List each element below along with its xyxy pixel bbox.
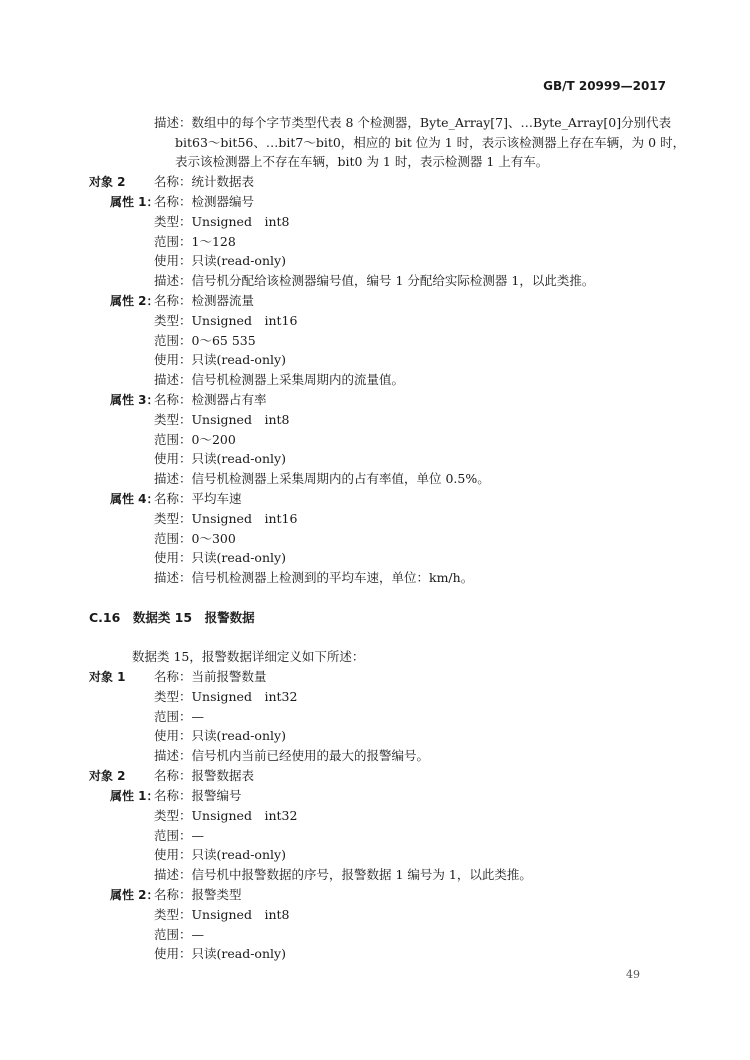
- attr-4-use: 使用：只读(read-only): [154, 550, 286, 565]
- section-heading: C.16 数据类 15 报警数据: [89, 610, 255, 625]
- attr-1-desc: 描述：信号机分配给该检测器编号值，编号 1 分配给实际检测器 1，以此类推。: [154, 273, 595, 288]
- attr-2b-type: 类型：Unsigned int8: [154, 907, 290, 922]
- attr-4-label: 属性 4：: [110, 492, 159, 506]
- attr-2b-use: 使用：只读(read-only): [154, 946, 286, 961]
- attr-1-range: 范围：1～128: [154, 234, 236, 249]
- attr-1-use: 使用：只读(read-only): [154, 253, 286, 268]
- attr-2-range: 范围：0～65 535: [154, 333, 256, 348]
- attr-1b-use: 使用：只读(read-only): [154, 847, 286, 862]
- attr-4-range: 范围：0～300: [154, 531, 236, 546]
- attr-1b-label: 属性 1：: [110, 789, 159, 803]
- attr-1-name: 名称：检测器编号: [154, 194, 255, 209]
- attr-2b-name: 名称：报警类型: [154, 887, 242, 902]
- object-1-use: 使用：只读(read-only): [154, 728, 286, 743]
- attr-2-type: 类型：Unsigned int16: [154, 313, 298, 328]
- attr-1b-range: 范围：—: [154, 828, 205, 843]
- attr-3-label: 属性 3：: [110, 393, 159, 407]
- desc-line-1: 描述：数组中的每个字节类型代表 8 个检测器，Byte_Array[7]、…Byte_Array[0]分别代表: [154, 115, 672, 130]
- object-2b-name: 名称：报警数据表: [154, 768, 255, 783]
- page-header: GB/T 20999—2017: [543, 79, 666, 93]
- attr-3-range: 范围：0～200: [154, 432, 236, 447]
- attr-2b-range: 范围：—: [154, 927, 205, 942]
- attr-2-desc: 描述：信号机检测器上采集周期内的流量值。: [154, 372, 405, 387]
- attr-4-name: 名称：平均车速: [154, 491, 242, 506]
- attr-3-name: 名称：检测器占有率: [154, 392, 267, 407]
- attr-2b-label: 属性 2：: [110, 888, 159, 902]
- object-1-desc: 描述：信号机内当前已经使用的最大的报警编号。: [154, 748, 430, 763]
- object-1-label: 对象 1: [89, 670, 126, 684]
- attr-2-label: 属性 2：: [110, 294, 159, 308]
- attr-2-use: 使用：只读(read-only): [154, 352, 286, 367]
- attr-2-name: 名称：检测器流量: [154, 293, 255, 308]
- attr-1b-type: 类型：Unsigned int32: [154, 808, 298, 823]
- desc-line-3: 表示该检测器上不存在车辆，bit0 为 1 时，表示检测器 1 上有车。: [175, 154, 549, 169]
- attr-3-desc: 描述：信号机检测器上采集周期内的占有率值，单位 0.5%。: [154, 471, 490, 486]
- desc-line-2: bit63～bit56、…bit7～bit0，相应的 bit 位为 1 时，表示该检测器上存在车辆，为 0 时，: [175, 135, 686, 150]
- object-1-type: 类型：Unsigned int32: [154, 689, 298, 704]
- object-2-name: 名称：统计数据表: [154, 174, 255, 189]
- page-number: 49: [626, 968, 640, 981]
- attr-4-desc: 描述：信号机检测器上检测到的平均车速，单位：km/h。: [154, 570, 474, 585]
- attr-3-use: 使用：只读(read-only): [154, 451, 286, 466]
- attr-1-label: 属性 1：: [110, 195, 159, 209]
- attr-4-type: 类型：Unsigned int16: [154, 511, 298, 526]
- attr-1-type: 类型：Unsigned int8: [154, 214, 290, 229]
- object-2-label: 对象 2: [89, 175, 126, 189]
- object-2b-label: 对象 2: [89, 769, 126, 783]
- attr-1b-desc: 描述：信号机中报警数据的序号，报警数据 1 编号为 1，以此类推。: [154, 867, 532, 882]
- attr-3-type: 类型：Unsigned int8: [154, 412, 290, 427]
- attr-1b-name: 名称：报警编号: [154, 788, 242, 803]
- object-1-name: 名称：当前报警数量: [154, 669, 267, 684]
- object-1-range: 范围：—: [154, 709, 205, 724]
- section-intro: 数据类 15，报警数据详细定义如下所述：: [132, 649, 365, 664]
